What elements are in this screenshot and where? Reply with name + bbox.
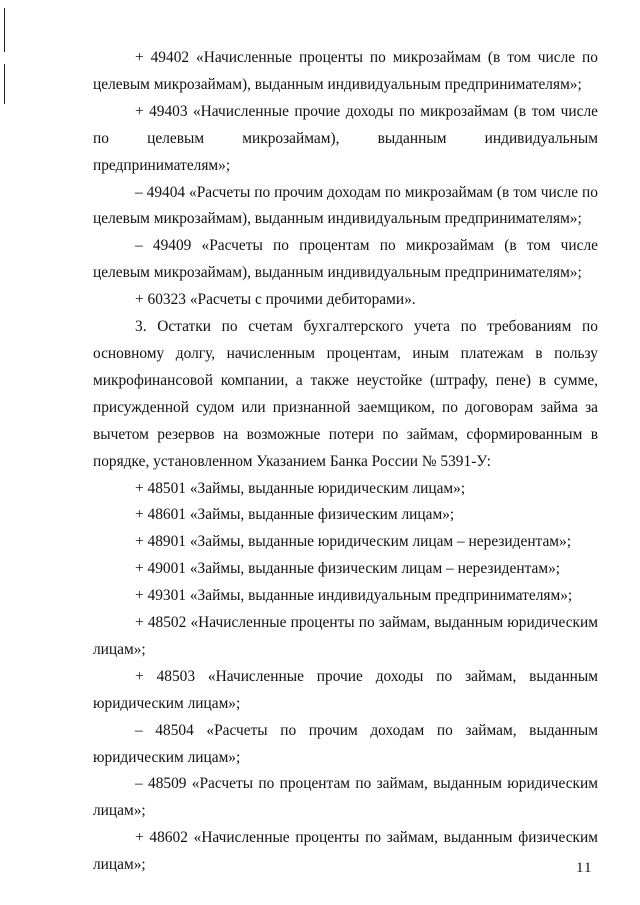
paragraph-account-48501: + 48501 «Займы, выданные юридическим лицам»; bbox=[135, 479, 466, 497]
paragraph-account-48901: + 48901 «Займы, выданные юридическим лицам – нерезидентам»; bbox=[135, 533, 572, 551]
paragraph-section-3: 3. Остатки по счетам бухгалтерского учета по требованиям по основному долгу, начисленным процентам, иным платежам в пользу микрофинансовой компании, а также неустойке (штрафу, пене) в сумме, присужденной судом или признанной заемщиком, по договорам займа за вычетом резервов на возможные потери по займам, сформированным в порядке, установленном Указанием Банка России № 5391-У: bbox=[93, 318, 598, 470]
page-number: 11 bbox=[576, 860, 593, 876]
document-body bbox=[93, 45, 598, 879]
paragraph-account-49409: – 49409 «Расчеты по процентам по микрозаймам (в том числе целевым микрозаймам), выданным индивидуальным предпринимателям»; bbox=[93, 237, 598, 282]
paragraph-account-49001: + 49001 «Займы, выданные физическим лицам – нерезидентам»; bbox=[135, 560, 561, 578]
paragraph-account-48509: – 48509 «Расчеты по процентам по займам, выданным юридическим лицам»; bbox=[93, 775, 598, 820]
paragraph-account-48503: + 48503 «Начисленные прочие доходы по займам, выданным юридическим лицам»; bbox=[93, 667, 598, 712]
paragraph-account-60323: + 60323 «Расчеты с прочими дебиторами». bbox=[135, 291, 416, 309]
paragraph-account-49404: – 49404 «Расчеты по прочим доходам по микрозаймам (в том числе по целевым микрозаймам), выданным индивидуальным предпринимателям»; bbox=[93, 183, 598, 228]
paragraph-account-48601: + 48601 «Займы, выданные физическим лицам»; bbox=[135, 506, 455, 524]
paragraph-account-48602: + 48602 «Начисленные проценты по займам, выданным физическим лицам»; bbox=[93, 829, 598, 874]
margin-line bbox=[4, 64, 5, 104]
paragraph-account-49402: + 49402 «Начисленные проценты по микрозаймам (в том числе по целевым микрозаймам), выданным индивидуальным предпринимателям»; bbox=[93, 49, 598, 93]
paragraph-account-49403: + 49403 «Начисленные прочие доходы по микрозаймам (в том числе по целевым микрозаймам), выданным индивидуальным предпринимателям»; bbox=[93, 102, 598, 174]
paragraph-account-48502: + 48502 «Начисленные проценты по займам, выданным юридическим лицам»; bbox=[93, 614, 598, 658]
paragraph-account-49301: + 49301 «Займы, выданные индивидуальным предпринимателям»; bbox=[135, 587, 573, 605]
paragraph-account-48504: – 48504 «Расчеты по прочим доходам по займам, выданным юридическим лицам»; bbox=[93, 721, 598, 766]
margin-line bbox=[4, 8, 5, 52]
